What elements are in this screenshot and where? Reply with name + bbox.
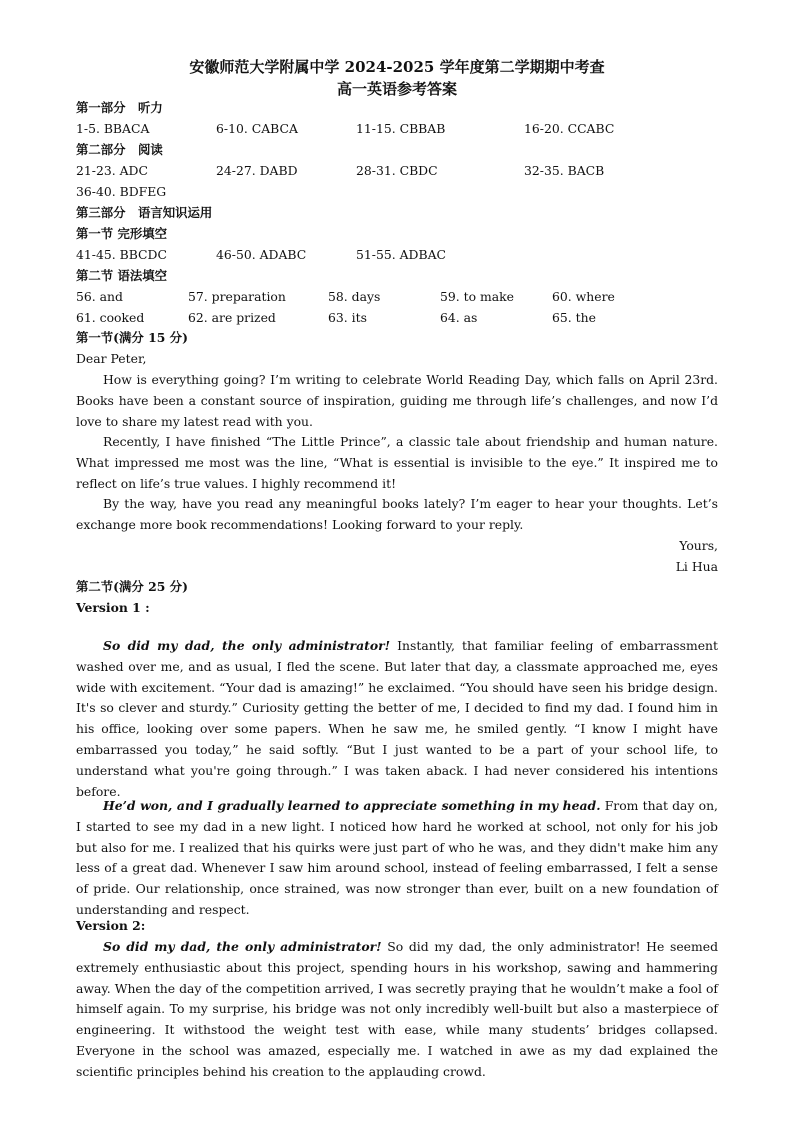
letter-salutation: Dear Peter, <box>76 351 147 366</box>
answer-item: 62. are prized <box>188 310 276 325</box>
writing1-heading: 第一节(满分 15 分) <box>76 330 188 345</box>
answer-group: 28-31. CBDC <box>356 163 438 178</box>
document-title: 安徽师范大学附属中学 2024-2025 学年度第二学期期中考查 <box>189 58 605 76</box>
answer-item: 63. its <box>328 310 367 325</box>
part3-heading: 第三部分 语言知识运用 <box>76 205 213 220</box>
letter-paragraph: Recently, I have finished “The Little Prince”, a classic tale about friendship and human nature. What impressed me most was the line, “What is essential is invisible to the eye.” It inspired me to reflect on life’s true values. I highly recommend it! <box>76 434 718 491</box>
answer-group: 51-55. ADBAC <box>356 247 447 262</box>
grammar-answer-row <box>76 308 726 328</box>
paragraph-body: From that day on, I started to see my dad in a new light. I noticed how hard he worked at school, not only for his job but also for me. I realized that his quirks were just part of who he was, and they didn't make him any less of a great dad. Whenever I saw him around school, instead of feeling embarrassed, I felt a sense of pride. Our relationship, once strained, was now stronger than ever, built on a new foundation of understanding and respect. <box>76 798 718 917</box>
writing2-heading: 第二节(满分 25 分) <box>76 579 188 594</box>
answer-group: 21-23. ADC <box>76 163 148 178</box>
answer-item: 59. to make <box>440 289 514 304</box>
answer-group: 11-15. CBBAB <box>356 121 446 136</box>
part1-answer-row <box>76 119 726 139</box>
answer-group: 1-5. BBACA <box>76 121 150 136</box>
answer-group: 41-45. BBCDC <box>76 247 167 262</box>
story-paragraph <box>76 937 718 1083</box>
part1-heading: 第一部分 听力 <box>76 100 163 115</box>
answer-group: 32-35. BACB <box>524 163 605 178</box>
answer-group: 36-40. BDFEG <box>76 184 167 199</box>
answer-item: 57. preparation <box>188 289 286 304</box>
part2-answer-row <box>76 182 726 202</box>
answer-item: 65. the <box>552 310 596 325</box>
answer-group: 46-50. ADABC <box>216 247 307 262</box>
answer-item: 64. as <box>440 310 478 325</box>
paragraph-lead-sentence: He’d won, and I gradually learned to appreciate something in my head. <box>103 798 601 813</box>
cloze-heading: 第一节 完形填空 <box>76 226 168 241</box>
part2-answer-row <box>76 161 726 181</box>
answer-group: 24-27. DABD <box>216 163 298 178</box>
letter-paragraph: By the way, have you read any meaningful books lately? I’m eager to hear your thoughts. Let’s exchange more book recommendations! Looking forward to your reply. <box>76 496 718 532</box>
letter-closing: Yours, <box>679 538 718 553</box>
answer-group: 6-10. CABCA <box>216 121 298 136</box>
answer-item: 58. days <box>328 289 381 304</box>
answer-item: 56. and <box>76 289 123 304</box>
letter-paragraph: How is everything going? I’m writing to celebrate World Reading Day, which falls on April 23rd. Books have been a constant source of inspiration, guiding me through life’s challenges, and now I’d love to share my latest read with you. <box>76 372 718 429</box>
answer-group: 16-20. CCABC <box>524 121 615 136</box>
part2-heading: 第二部分 阅读 <box>76 142 163 157</box>
version1-label: Version 1 : <box>76 600 150 615</box>
grammar-fill-heading: 第二节 语法填空 <box>76 268 168 283</box>
document-subtitle: 高一英语参考答案 <box>336 80 457 98</box>
version2-label: Version 2: <box>76 918 146 933</box>
paragraph-lead-sentence: So did my dad, the only administrator! <box>103 939 382 954</box>
answer-item: 60. where <box>552 289 615 304</box>
paragraph-body: Instantly, that familiar feeling of embarrassment washed over me, and as usual, I fled the scene. But later that day, a classmate approached me, eyes wide with excitement. “Your dad is amazing!” he exclaimed. “You should have seen his bridge design. It's so clever and sturdy.” Curiosity getting the better of me, I decided to find my dad. I found him in his office, looking over some papers. When he saw me, he smiled gently. “I know I might have embarrassed you today,” he said softly. “But I just wanted to be a part of your school life, to understand what you're going through.” I was taken aback. I had never considered his intentions before. <box>76 638 718 799</box>
cloze-answer-row <box>76 245 726 265</box>
story-paragraph <box>76 636 718 802</box>
answer-item: 61. cooked <box>76 310 145 325</box>
story-paragraph <box>76 796 718 921</box>
grammar-answer-row <box>76 287 726 307</box>
paragraph-lead-sentence: So did my dad, the only administrator! <box>103 638 391 653</box>
letter-signature: Li Hua <box>675 559 718 574</box>
paragraph-body: So did my dad, the only administrator! He seemed extremely enthusiastic about this project, spending hours in his workshop, sawing and hammering away. When the day of the competition arrived, I was secretly praying that he wouldn’t make a fool of himself again. To my surprise, his bridge was not only incredibly well-built but also a masterpiece of engineering. It withstood the weight test with ease, while many students’ bridges collapsed. Everyone in the school was amazed, especially me. I watched in awe as my dad explained the scientific principles behind his creation to the applauding crowd. <box>76 939 718 1079</box>
